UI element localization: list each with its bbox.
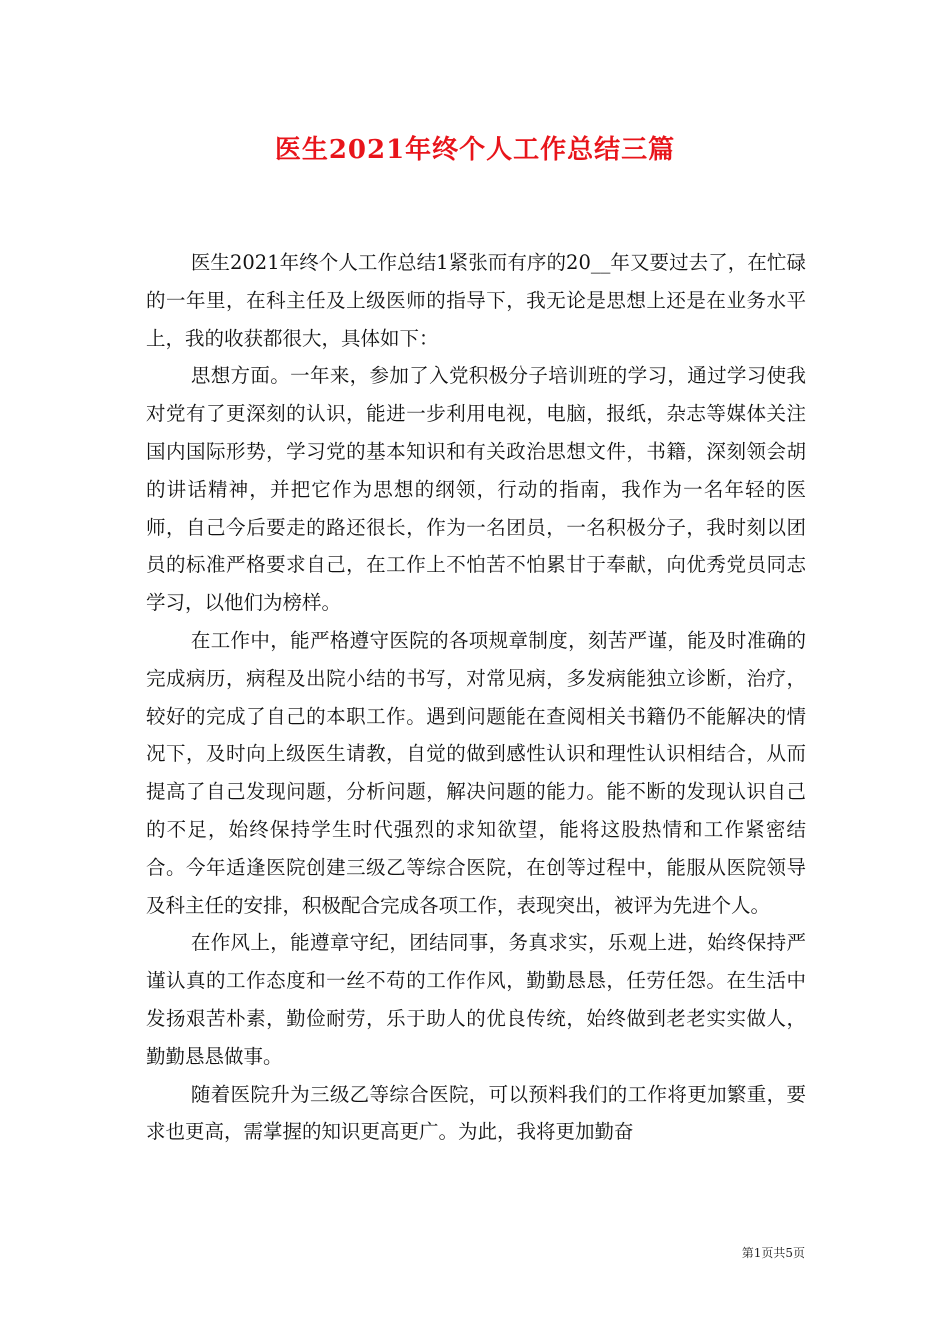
paragraph: 在工作中，能严格遵守医院的各项规章制度，刻苦严谨，能及时准确的完成病历，病程及出院小结的书写，对常见病，多发病能独立诊断，治疗，较好的完成了自己的本职工作。遇到问题能在查阅相关书籍仍不能解决的情况下，及时向上级医生请教，自觉的做到感性认识和理性认识相结合，从而提高了自己发现问题，分析问题，解决问题的能力。能不断的发现认识自己的不足，始终保持学生时代强烈的求知欲望，能将这股热情和工作紧密结合。今年适逢医院创建三级乙等综合医院，在创等过程中，能服从医院领导及科主任的安排，积极配合完成各项工作，表现突出，被评为先进个人。 [146, 628, 806, 917]
paragraph: 随着医院升为三级乙等综合医院，可以预料我们的工作将更加繁重，要求也更高，需掌握的知识更高更广。为此，我将更加勤奋 [146, 1082, 806, 1144]
document-title: 医生2021年终个人工作总结三篇 [274, 135, 676, 165]
paragraph: 在作风上，能遵章守纪，团结同事，务真求实，乐观上进，始终保持严谨认真的工作态度和一丝不苟的工作作风，勤勤恳恳，任劳任怨。在生活中发扬艰苦朴素，勤俭耐劳，乐于助人的优良传统，始终做到老老实实做人，勤勤恳恳做事。 [146, 931, 806, 1068]
paragraph: 医生2021年终个人工作总结1紧张而有序的20__年又要过去了，在忙碌的一年里，在科主任及上级医师的指导下，我无论是思想上还是在业务水平上，我的收获都很大，具体如下： [146, 251, 806, 350]
document-body [146, 244, 806, 1151]
paragraph: 思想方面。一年来，参加了入党积极分子培训班的学习，通过学习使我对党有了更深刻的认识，能进一步利用电视，电脑，报纸，杂志等媒体关注国内国际形势，学习党的基本知识和有关政治思想文件，书籍，深刻领会胡的讲话精神，并把它作为思想的纲领，行动的指南，我作为一名年轻的医师，自己今后要走的路还很长，作为一名团员，一名积极分子，我时刻以团员的标准严格要求自己，在工作上不怕苦不怕累甘于奉献，向优秀党员同志学习，以他们为榜样。 [146, 364, 806, 615]
page-number: 第1页共5页 [741, 1246, 805, 1260]
